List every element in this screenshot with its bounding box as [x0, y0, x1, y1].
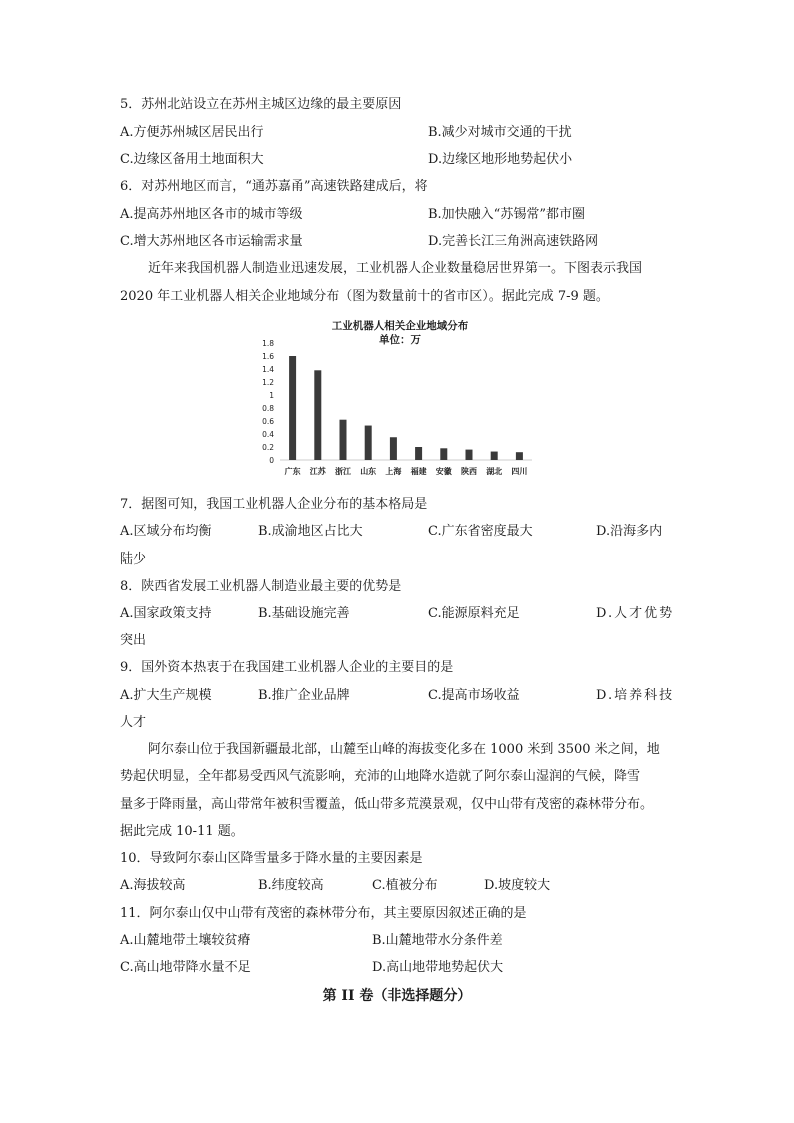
bar-四川: [516, 452, 523, 460]
y-tick-label: 1: [269, 391, 274, 400]
x-tick-label: 浙江: [335, 467, 351, 476]
passage-1-line-2: 2020 年工业机器人相关企业地域分布（图为数量前十的省市区）。据此完成 7-9 题。: [120, 289, 609, 304]
x-tick-label: 山东: [360, 467, 377, 476]
question-11-option-a: A.山麓地带土壤较贫瘠: [120, 933, 251, 948]
question-11-option-b: B.山麓地带水分条件差: [372, 933, 503, 948]
bar-浙江: [340, 420, 347, 460]
question-9-option-a: A.扩大生产规模: [120, 688, 212, 703]
question-11-option-c: C.高山地带降水量不足: [120, 960, 251, 975]
question-11-option-d: D.高山地带地势起伏大: [372, 960, 504, 975]
question-10-stem: 10．导致阿尔泰山区降雪量多于降水量的主要因素是: [120, 851, 423, 866]
question-5-option-a: A.方便苏州城区居民出行: [120, 125, 264, 140]
bar-广东: [289, 356, 296, 460]
question-5-option-b: B.减少对城市交通的干扰: [428, 125, 572, 140]
bar-安徽: [440, 448, 447, 460]
bar-江苏: [314, 370, 321, 460]
question-5-option-d: D.边缘区地形地势起伏小: [428, 152, 573, 167]
bar-上海: [390, 437, 397, 460]
y-tick-label: 0.2: [262, 443, 274, 452]
passage-2-line-3: 量多于降雨量，高山带常年被积雪覆盖，低山带多荒漠景观，仅中山带有茂密的森林带分布。: [120, 797, 654, 812]
x-tick-label: 湖北: [486, 467, 503, 476]
question-7-option-a: A.区域分布均衡: [120, 524, 212, 539]
passage-1-line-1: 近年来我国机器人制造业迅速发展，工业机器人企业数量稳居世界第一。下图表示我国: [148, 261, 643, 276]
question-5-stem: 5．苏州北站设立在苏州主城区边缘的最主要原因: [120, 97, 402, 112]
x-tick-label: 江苏: [309, 467, 326, 476]
question-11-stem: 11．阿尔泰山仅中山带有茂密的森林带分布，其主要原因叙述正确的是: [120, 906, 527, 921]
question-9-stem: 9．国外资本热衷于在我国建工业机器人企业的主要目的是: [120, 660, 454, 675]
question-7-stem: 7．据图可知，我国工业机器人企业分布的基本格局是: [120, 497, 428, 512]
bar-陕西: [466, 450, 473, 460]
question-6-stem: 6．对苏州地区而言，“通苏嘉甬”高速铁路建成后，将: [120, 179, 428, 194]
y-tick-label: 0.4: [262, 430, 274, 439]
question-8-option-d: D.人才优势: [596, 606, 675, 621]
bar-chart: [252, 315, 548, 483]
y-tick-label: 0: [269, 456, 274, 465]
bar-福建: [415, 447, 422, 460]
question-9-option-c: C.提高市场收益: [428, 688, 520, 703]
chart-subtitle: 单位：万: [379, 334, 421, 346]
question-6-option-d: D.完善长江三角洲高速铁路网: [428, 234, 599, 249]
question-6-option-a: A.提高苏州地区各市的城市等级: [120, 207, 303, 222]
chart-canvas: [252, 315, 548, 483]
question-8-option-d-wrap: 突出: [120, 633, 147, 648]
question-10-option-c: C.植被分布: [372, 878, 438, 893]
question-8-option-a: A.国家政策支持: [120, 606, 212, 621]
section-title: 第 II 卷（非选择题分）: [322, 988, 472, 1004]
chart-title: 工业机器人相关企业地域分布: [331, 320, 469, 332]
y-tick-label: 1.8: [262, 339, 274, 348]
question-7-option-b: B.成渝地区占比大: [258, 524, 363, 539]
y-tick-label: 0.8: [262, 404, 274, 413]
x-tick-label: 上海: [385, 467, 402, 476]
question-10-option-d: D.坡度较大: [484, 878, 551, 893]
y-tick-label: 1.4: [262, 365, 274, 374]
x-tick-label: 陕西: [461, 467, 477, 476]
question-10-option-a: A.海拔较高: [120, 878, 186, 893]
question-6-option-b: B.加快融入“苏锡常”都市圈: [428, 207, 585, 222]
question-7-option-d-wrap: 陆少: [120, 552, 147, 567]
y-tick-label: 1.6: [262, 352, 274, 361]
question-5-option-c: C.边缘区备用土地面积大: [120, 152, 264, 167]
y-tick-label: 1.2: [262, 378, 274, 387]
question-9-option-d-wrap: 人才: [120, 715, 147, 730]
x-tick-label: 福建: [410, 467, 427, 476]
question-7-option-d: D.沿海多内: [596, 524, 663, 539]
bar-山东: [365, 426, 372, 460]
question-7-option-c: C.广东省密度最大: [428, 524, 533, 539]
question-10-option-b: B.纬度较高: [258, 878, 324, 893]
passage-2-line-2: 势起伏明显，全年都易受西风气流影响，充沛的山地降水造就了阿尔泰山湿润的气候，降雪: [120, 769, 641, 784]
question-6-option-c: C.增大苏州地区各市运输需求量: [120, 234, 303, 249]
question-8-option-b: B.基础设施完善: [258, 606, 350, 621]
question-8-option-c: C.能源原料充足: [428, 606, 520, 621]
question-8-stem: 8．陕西省发展工业机器人制造业最主要的优势是: [120, 579, 402, 594]
passage-2-line-4: 据此完成 10-11 题。: [120, 824, 244, 839]
question-9-option-d: D.培养科技: [596, 688, 675, 703]
y-tick-label: 0.6: [262, 417, 274, 426]
question-9-option-b: B.推广企业品牌: [258, 688, 350, 703]
x-tick-label: 广东: [284, 467, 301, 476]
passage-2-line-1: 阿尔泰山位于我国新疆最北部，山麓至山峰的海拔变化多在 1000 米到 3500 米之间，地: [148, 742, 660, 757]
bar-湖北: [491, 452, 498, 460]
x-tick-label: 四川: [511, 467, 528, 476]
x-tick-label: 安徽: [435, 467, 452, 476]
